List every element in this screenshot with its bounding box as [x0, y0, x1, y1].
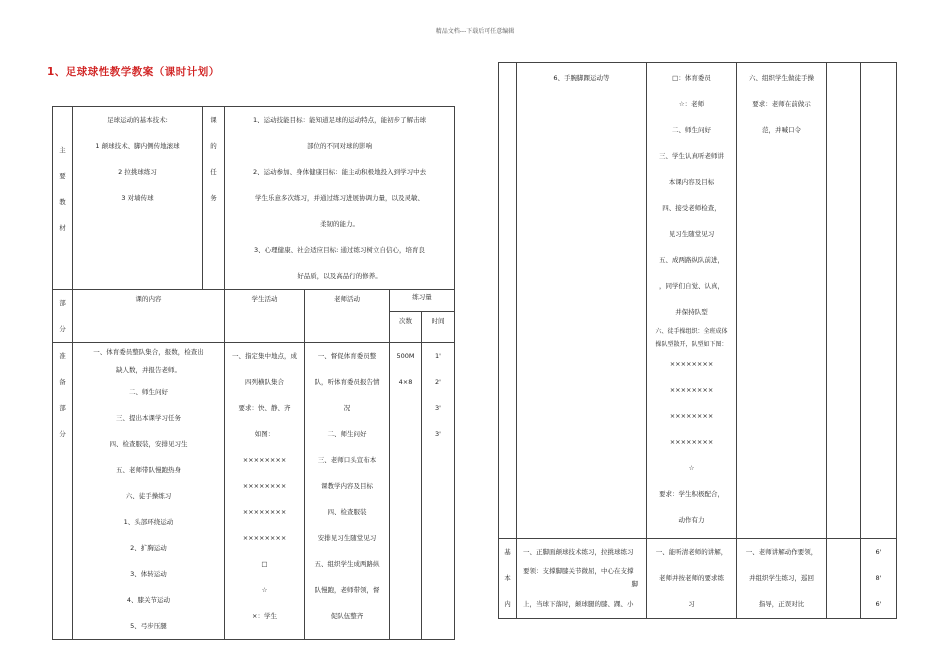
task-line: 柔韧的能力。 [320, 220, 359, 228]
task-content [225, 107, 455, 290]
cont-time [861, 63, 897, 539]
prep-content [73, 343, 225, 640]
label-char: 准 [59, 352, 66, 360]
col-header-time: 时间 [422, 312, 455, 343]
teacher-line: 一、老师讲解动作要领， [745, 548, 818, 556]
prep-label [53, 343, 73, 640]
label-char: 内 [504, 600, 511, 608]
content-line: 四、检查服装，安排见习生 [109, 440, 188, 448]
basic-content [517, 539, 647, 619]
time-value: 6' [875, 600, 882, 608]
cont-content [517, 63, 647, 539]
student-line: 四、接受老师检查， [662, 204, 721, 212]
time-value: 6' [875, 548, 882, 556]
teacher-symbol: ☆ [688, 464, 695, 472]
basic-teacher [737, 539, 827, 619]
teacher-line: 三、老师口头宣布本 [317, 456, 377, 464]
lesson-plan-table-left [52, 106, 455, 640]
formation-row: ×××××××× [669, 386, 714, 394]
content-line: 三、提出本课学习任务 [116, 414, 181, 422]
student-line: 要求：快、静、齐 [238, 404, 291, 412]
cont-label [499, 63, 517, 539]
teacher-line: 安排见习生随堂见习 [317, 534, 377, 542]
basic-time [861, 539, 897, 619]
formation-row: ×××××××× [669, 412, 714, 420]
basic-student [647, 539, 737, 619]
prep-teacher [305, 343, 390, 640]
prep-time [422, 343, 455, 640]
label-char: 基 [504, 548, 511, 556]
student-line: 一、指定集中地点，成 [232, 352, 297, 360]
cont-student [647, 63, 737, 539]
label-char: 分 [59, 325, 66, 333]
teacher-line: 范，并喊口令 [762, 126, 801, 134]
times-value: 4×8 [398, 378, 413, 386]
student-line: 并保持队型 [675, 308, 708, 316]
student-line: 如图： [254, 430, 275, 438]
student-line: 五、成两路纵队前进， [659, 256, 724, 264]
time-value: 3' [435, 404, 441, 412]
student-line: ☆：老师 [678, 100, 705, 108]
time-value: 2' [435, 378, 441, 386]
col-header-student: 学生活动 [225, 290, 305, 343]
content-line: 2、扩胸运动 [130, 544, 167, 552]
teacher-line: 指导，正误对比 [758, 600, 805, 608]
label-char: 部 [59, 299, 66, 307]
main-material-label [53, 107, 73, 290]
student-line: 要求：学生积极配合， [659, 490, 724, 498]
label-char: 主 [59, 146, 66, 154]
formation-row: ×××××××× [242, 508, 287, 516]
content-line: 缺人数，并报告老师。 [116, 366, 181, 374]
col-header-content: 课的内容 [73, 290, 225, 343]
material-item: 2 拉挑球练习 [118, 168, 157, 176]
content-line: 二、师生问好 [129, 388, 168, 396]
teacher-line: 课教学内容及目标 [321, 482, 373, 490]
content-line: 一、正脚面颠球技术练习，拉挑球练习 [523, 548, 634, 556]
formation-row: ×××××××× [669, 438, 714, 446]
student-line: 动作有力 [678, 516, 705, 524]
student-line: 习 [688, 600, 695, 608]
task-line: 学生乐意多次练习，并通过练习进展协调力量，以及灵敏、 [255, 194, 424, 202]
teacher-line: 五、组织学生成两路纵 [314, 560, 380, 568]
time-value: 3' [435, 430, 441, 438]
student-line: ，同学们自觉、认真， [659, 282, 724, 290]
col-header-teacher: 老师活动 [305, 290, 390, 343]
prep-times [390, 343, 422, 640]
teacher-symbol: ☆ [261, 586, 268, 594]
student-line: 三、学生认真听老师讲 [659, 152, 724, 160]
formation-row: ×××××××× [669, 360, 714, 368]
formation-row: ×××××××× [242, 456, 287, 464]
student-line: 六、徒手操组织：全班成体 [655, 328, 728, 335]
prep-student [225, 343, 305, 640]
formation-row: ×××××××× [242, 482, 287, 490]
student-line: 一、能听清老师的讲解， [655, 548, 728, 556]
task-label [203, 107, 225, 290]
time-value: 8' [875, 574, 882, 582]
content-line: 6、手腕脚踝运动等 [553, 74, 610, 82]
task-line: 2、运动参加、身体健康目标：能主动积极地投入到学习中去 [252, 168, 427, 176]
time-value: 1' [435, 352, 441, 360]
task-line: 1、运动技能目标：能知道足球的运动特点，能初步了解击球 [252, 116, 427, 124]
teacher-line: 况 [343, 404, 351, 412]
material-item: 3 对墙传球 [121, 194, 154, 202]
label-char: 任 [210, 168, 217, 176]
student-line: 见习生随堂见习 [668, 230, 715, 238]
times-value: 500M [396, 352, 415, 360]
material-item: 1 颠球技术、脚内侧传地滚球 [95, 142, 180, 150]
student-line: □：体育委员 [672, 74, 711, 82]
task-line: 3、心理健康、社会适应目标: 通过练习树立自信心，培育良 [254, 246, 425, 254]
col-header-times: 次数 [390, 312, 422, 343]
teacher-line: 队慢跑，老师带领，督 [314, 586, 380, 594]
student-line: 老师并按老师的要求练 [659, 574, 724, 582]
teacher-line: 六、组织学生做徒手操 [749, 74, 814, 82]
teacher-line: 四、检查服装 [327, 508, 367, 516]
label-char: 分 [59, 430, 66, 438]
label-char: 课 [210, 116, 217, 124]
task-line: 部位的不同对球的影响 [307, 142, 372, 150]
header-note: 精品文档---下载后可任意编辑 [435, 28, 515, 35]
content-line: 3、体转运动 [130, 570, 167, 578]
label-char: 的 [210, 142, 217, 150]
content-line: 1、头部环绕运动 [123, 518, 174, 526]
student-line: ×：学生 [252, 612, 277, 620]
teacher-line: 一、督促体育委员整 [317, 352, 377, 360]
student-line: 操队型散开，队型如下图： [655, 341, 728, 348]
task-line: 好品质，以及高品行的修养。 [297, 272, 382, 280]
label-char: 部 [59, 404, 66, 412]
part-label [53, 290, 73, 343]
formation-row: ×××××××× [242, 534, 287, 542]
main-material-content [73, 107, 203, 290]
label-char: 材 [59, 224, 66, 232]
content-line: 六、徒手操练习 [125, 492, 172, 500]
content-line: 要领：支撑脚膝关节微屈，中心在支撑 [523, 567, 634, 575]
label-char: 要 [59, 172, 66, 180]
label-char: 务 [210, 194, 217, 202]
content-line: 4、膝关节运动 [126, 596, 171, 604]
label-char: 教 [59, 198, 66, 206]
student-line: 二、师生问好 [672, 126, 711, 134]
basic-label [499, 539, 517, 619]
content-line: 一、体育委员整队集合，报数，检查出 [93, 348, 204, 356]
student-line: 四列横队集合 [245, 378, 284, 386]
teacher-line: 队，听体育委员报告情 [314, 378, 380, 386]
content-line: 5、弓步压腿 [130, 622, 167, 630]
teacher-line: 要求：老师在前做示 [752, 100, 811, 108]
content-line: 脚 [631, 580, 638, 588]
teacher-line: 二、师生问好 [327, 430, 367, 438]
teacher-line: 促队伍整齐 [330, 612, 364, 620]
cont-times [827, 63, 861, 539]
material-item: 足球运动的基本技术: [107, 116, 168, 124]
cont-teacher [737, 63, 827, 539]
label-char: 备 [59, 378, 66, 386]
content-line: 上，当球下落时，颠球腿的膝、踝、小 [523, 600, 634, 608]
student-line: 本课内容及目标 [668, 178, 715, 186]
leader-symbol: □ [261, 560, 268, 568]
page-title: 1、足球球性教学教案（课时计划） [47, 66, 220, 78]
lesson-plan-table-right [498, 62, 897, 619]
col-header-load: 练习量 [390, 290, 455, 312]
content-line: 五、老师带队慢跑热身 [116, 466, 181, 474]
teacher-line: 并组织学生练习，巡回 [749, 574, 814, 582]
label-char: 本 [504, 574, 511, 582]
basic-times [827, 539, 861, 619]
